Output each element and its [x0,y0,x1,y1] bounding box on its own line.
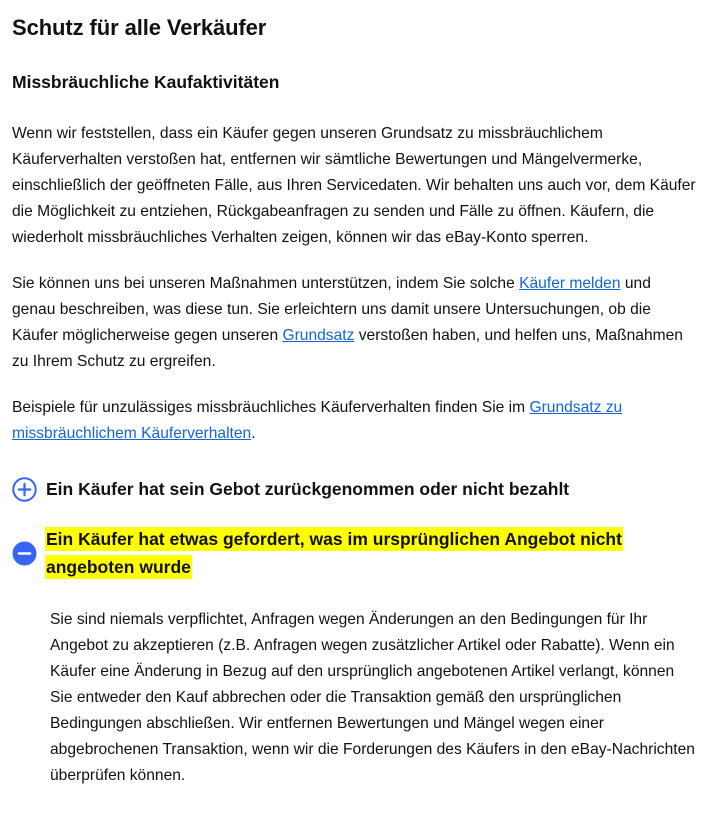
text-fragment: Beispiele für unzulässiges missbräuchliches Käuferverhalten finden Sie im [12,399,530,416]
content-area [12,14,698,789]
abusive-buyer-policy-link[interactable]: Grundsatz zu missbräuchlichem Käuferverhalten [12,399,623,442]
accordion-item-bid-retracted[interactable] [12,475,698,503]
text-fragment: verstoßen haben, und helfen uns, Maßnahmen zu Ihrem Schutz zu ergreifen. [12,327,683,370]
minus-circle-icon[interactable] [12,541,37,566]
accordion-body-text: Sie sind niemals verpflichtet, Anfragen wegen Änderungen an den Bedingungen für Ihr Angebot zu akzeptieren (z.B. Anfragen wegen zusätzlicher Artikel oder Rabatte). Wenn ein Käufer eine Änderung in Bezug auf den ursprünglich angebotenen Artikel verlangt, können Sie entweder den Kauf abbrechen oder die Transaktion gemäß den ursprünglichen Bedingungen abschließen. Wir entfernen Bewertungen und Mängel wegen einer abgebrochenen Transaktion, wenn wir die Forderungen des Käufers in den eBay-Nachrichten überprüfen können. [50,611,695,784]
highlighted-title: Ein Käufer hat etwas gefordert, was im ursprünglichen Angebot nicht angeboten wurde [46,529,622,577]
paragraph-abuse-measures: Wenn wir feststellen, dass ein Käufer gegen unseren Grundsatz zu missbräuchlichem Käuferverhalten verstoßen hat, entfernen wir sämtliche Bewertungen und Mängelvermerke, einschließlich der geöffneten Fälle, aus Ihren Servicedaten. Wir behalten uns auch vor, dem Käufer die Möglichkeit zu entziehen, Rückgabeanfragen zu senden und Fälle zu öffnen. Käufern, die wiederholt missbräuchliches Verhalten zeigen, können wir das eBay-Konto sperren. [12,125,696,246]
text-fragment: . [251,425,256,442]
accordion-title[interactable]: Ein Käufer hat sein Gebot zurückgenommen oder nicht bezahlt [46,479,570,499]
section-heading: Missbräuchliche Kaufaktivitäten [12,72,280,92]
plus-circle-icon[interactable] [12,477,37,502]
paragraph-examples [12,395,698,447]
report-buyer-link[interactable]: Käufer melden [519,275,621,292]
accordion-title[interactable] [46,525,698,581]
accordion-panel [50,607,700,789]
page-title: Schutz für alle Verkäufer [12,15,267,40]
text-fragment: Sie können uns bei unseren Maßnahmen unterstützen, indem Sie solche [12,275,520,292]
paragraph-report-buyers [12,271,698,375]
accordion-item-unoffered-demand[interactable] [12,525,698,581]
policy-link[interactable]: Grundsatz [282,327,355,344]
text-fragment: und genau beschreiben, was diese tun. Sie erleichtern uns damit unsere Untersuchungen, ob die Käufer möglicherweise gegen unseren [12,275,651,344]
